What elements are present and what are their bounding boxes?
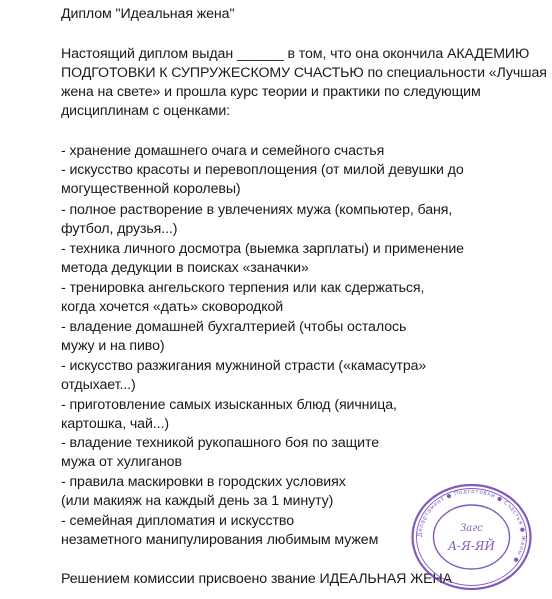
discipline-line: мужу и на пиво) [61,338,165,354]
discipline-line: - приготовление самых изысканных блюд (яичница, [61,397,397,413]
stamp-text-main: А-Я-ЯЙ [447,539,496,553]
discipline-line: - техника личного досмотра (выемка зарплаты) и применение [61,241,464,257]
discipline-line: - семейная дипломатия и искусство [61,513,295,529]
intro-line: Настоящий диплом выдан ______ в том, что она окончила АКАДЕМИЮ [61,46,530,62]
discipline-line: - искусство красоты и перевоплощения (от милой девушки до [61,162,464,178]
stamp-ring-text: Департамент ● Подготовки ● Счастья ● Жены ● [417,488,526,564]
discipline-line: - владение домашней бухгалтерией (чтобы осталось [61,319,407,335]
discipline-line: могущественной королевы) [61,181,241,197]
diploma-title: Диплом "Идеальная жена" [61,6,235,22]
discipline-line: - искусство разжигания мужниной страсти («камасутра» [61,358,427,374]
stamp-seal [409,482,534,592]
intro-line: ПОДГОТОВКИ К СУПРУЖЕСКОМУ СЧАСТЬЮ по специальности «Лучшая [61,65,547,81]
discipline-line: - полное растворение в увлечениях мужа (компьютер, баня, [61,202,453,218]
discipline-line: - правила маскировки в городских условиях [61,474,346,490]
stamp-outer-ring [413,485,531,589]
discipline-line: мужа от хулиганов [61,454,182,470]
discipline-line: картошка, чай...) [61,416,169,432]
stamp-text-top: Загс [460,523,483,534]
stamp-inner-ring [434,505,510,569]
discipline-line: - хранение домашнего очага и семейного счастья [61,143,385,159]
discipline-line: метода дедукции в поисках «заначки» [61,260,309,276]
discipline-line: - тренировка ангельского терпения или как сдержаться, [61,280,425,296]
discipline-line: (или макияж на каждый день за 1 минуту) [61,493,334,509]
discipline-line: - владение техникой рукопашного боя по защите [61,435,380,451]
intro-line: жена на свете» и прошла курс теории и практики по следующим [61,84,481,100]
discipline-line: незаметного манипулирования любимым мужем [61,532,379,548]
intro-line: дисциплинам с оценками: [61,103,231,119]
discipline-line: футбол, друзья...) [61,221,178,237]
discipline-line: когда хочется «дать» сковородкой [61,299,284,315]
conclusion-line: Решением комиссии присвоено звание ИДЕАЛЬНАЯ ЖЕНА [61,571,452,587]
discipline-line: отдыхает...) [61,377,136,393]
